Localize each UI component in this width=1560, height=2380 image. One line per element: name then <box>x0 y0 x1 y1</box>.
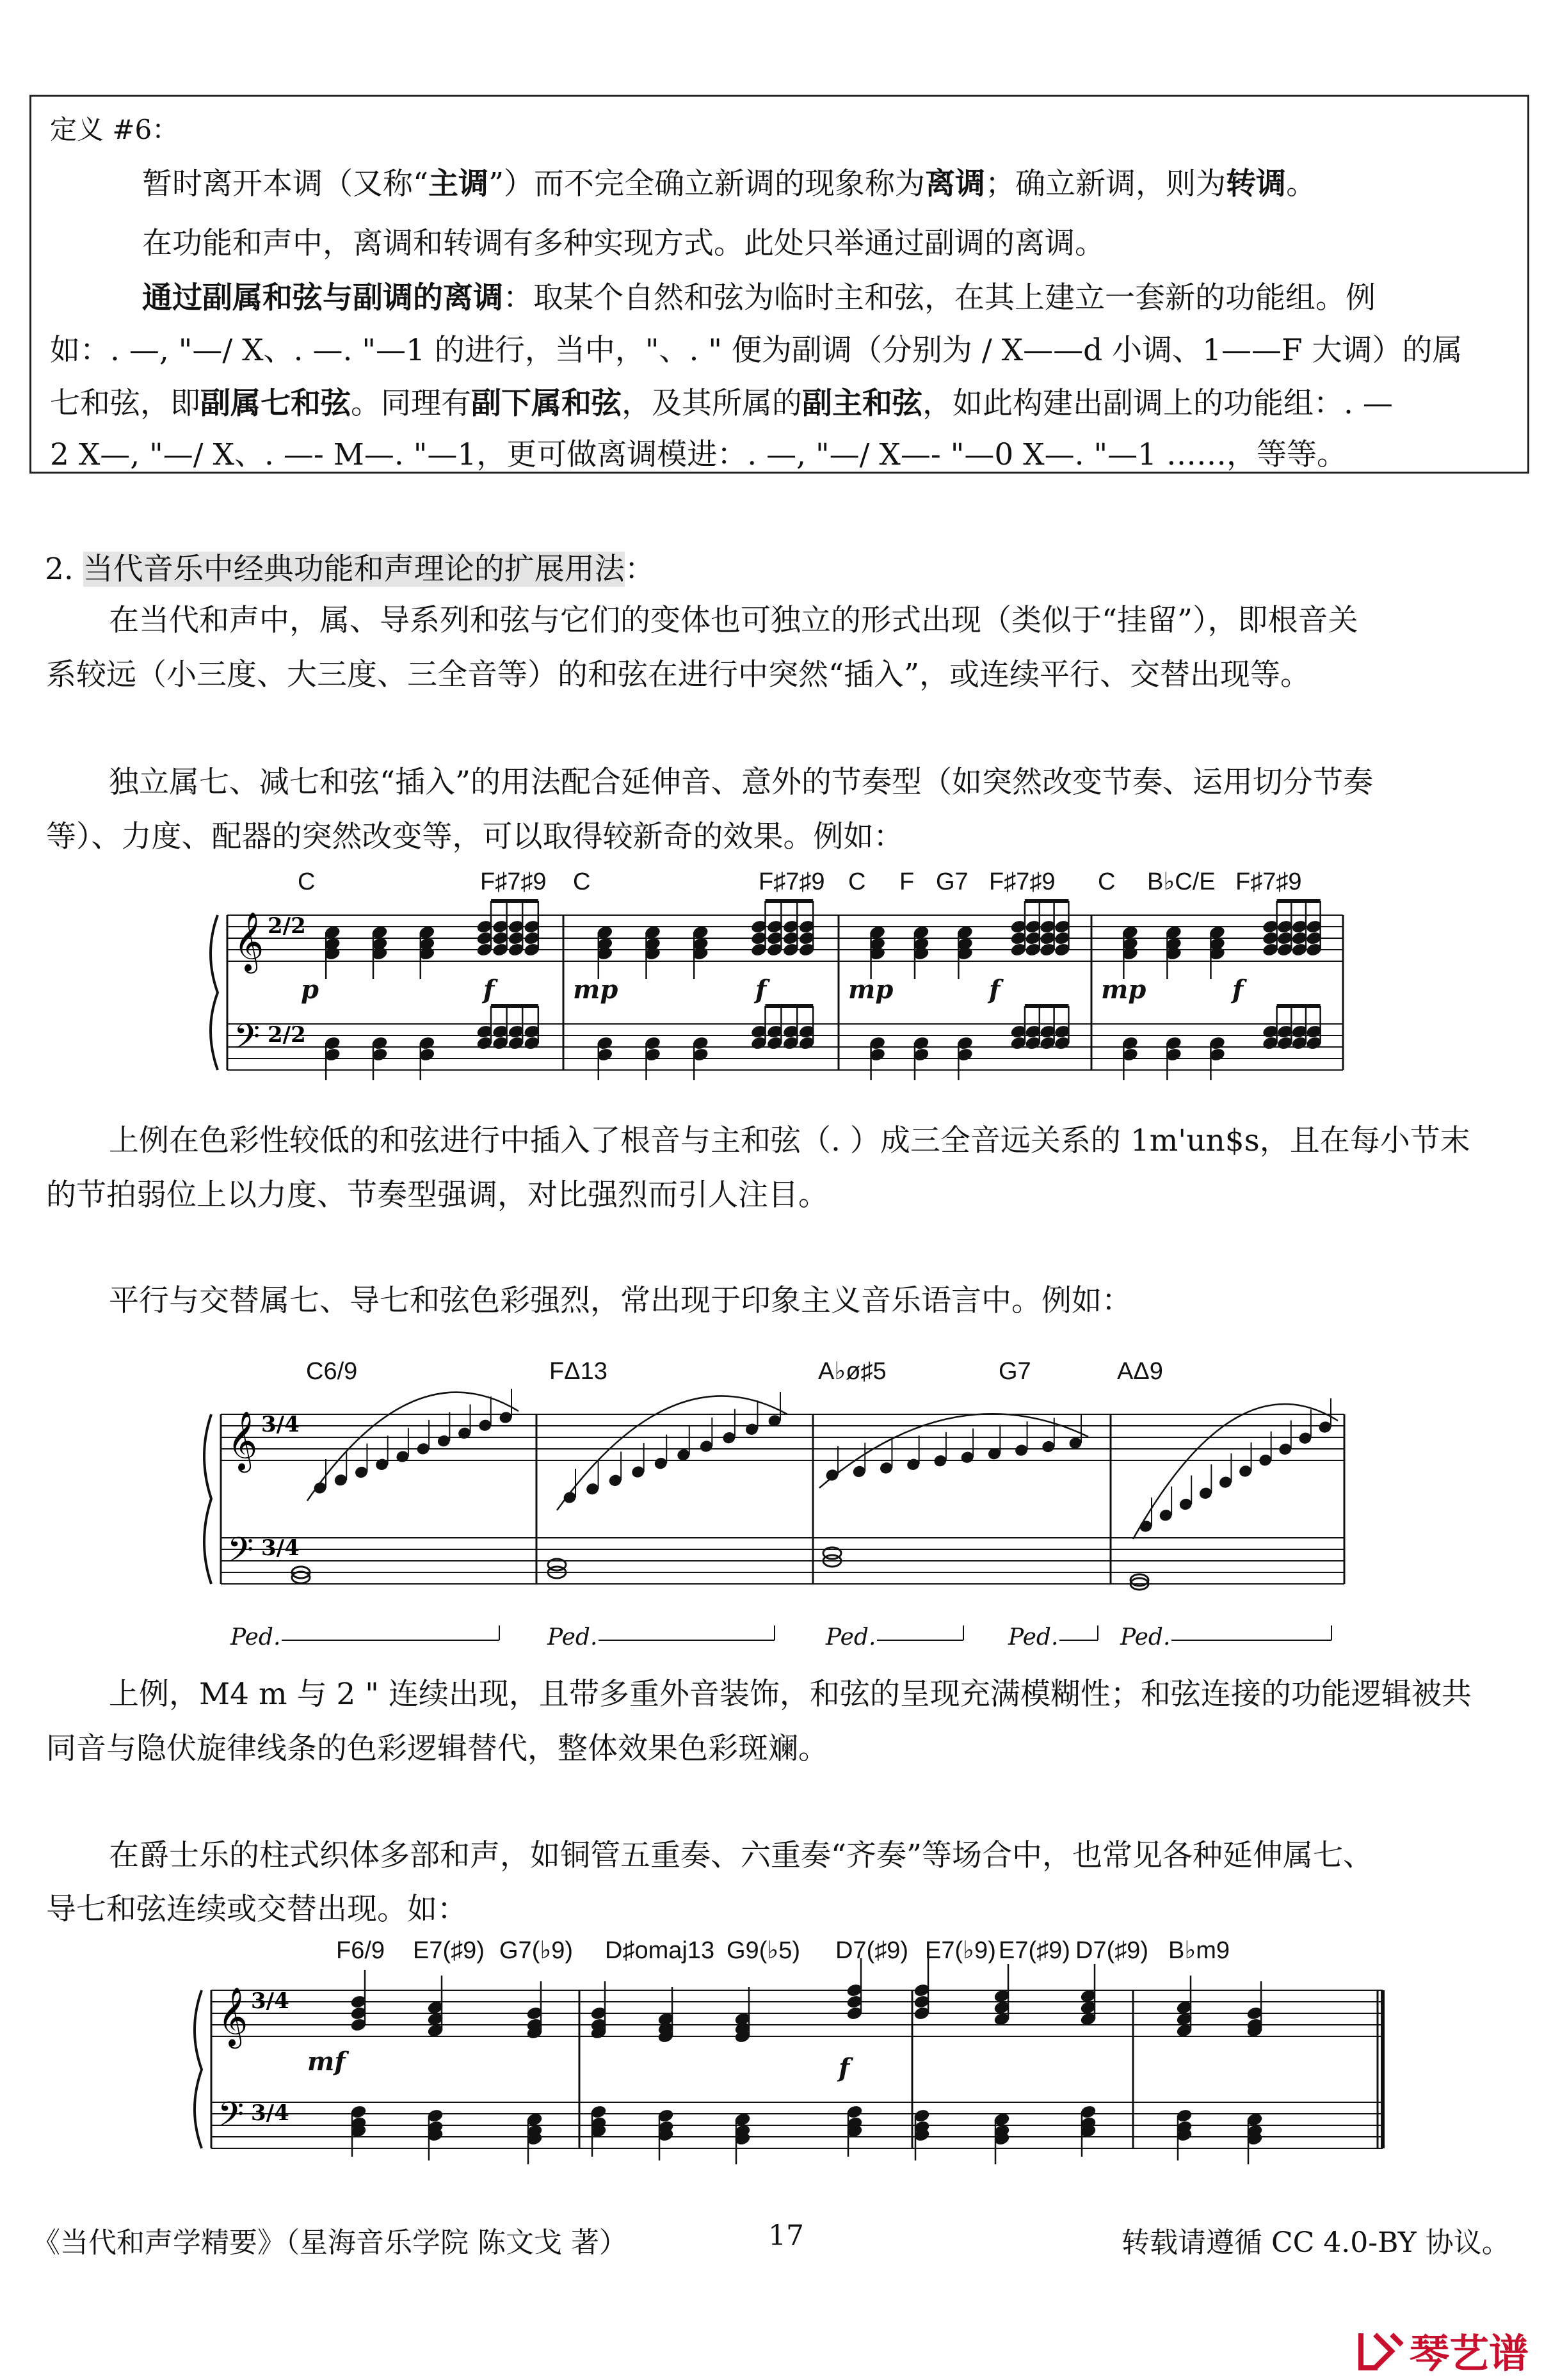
bass-clef-icon: 𝄢 <box>218 2095 245 2143</box>
score3-chord-label: D7(♯9) <box>835 1937 909 1964</box>
score-example-3 <box>0 1920 1560 2189</box>
score3-chord-label: E7(♯9) <box>999 1937 1070 1964</box>
score3-chord-label: E7(♭9) <box>925 1937 996 1964</box>
definition-line-4: 如：. —, "—/ X、. —. "—1 的进行，当中，"、. " 便为副调（分别为 / X——d 小调、1——F 大调）的属 <box>50 333 1463 368</box>
score2-chord-label: C6/9 <box>306 1358 358 1385</box>
paragraph-4-line-1: 平行与交替属七、导七和弦色彩强烈，常出现于印象主义音乐语言中。例如： <box>109 1283 1132 1318</box>
footer-book-title: 《当代和声学精要》（星海音乐学院 陈文戈 著） <box>32 2226 627 2259</box>
score1-chord-label: B♭C/E <box>1147 868 1216 895</box>
notehead <box>1014 1444 1028 1457</box>
score3-chord-label: G9(♭5) <box>727 1937 801 1964</box>
notehead <box>478 1419 492 1432</box>
notehead <box>1238 1464 1252 1478</box>
brand-logo-icon <box>1356 2328 1406 2373</box>
paragraph-3-line-2: 的节拍弱位上以力度、节奏型强调，对比强烈而引人注目。 <box>46 1178 828 1213</box>
footer-page-number: 17 <box>768 2219 804 2252</box>
score1-brace <box>211 915 218 1070</box>
notehead <box>1218 1476 1232 1489</box>
notehead <box>334 1473 348 1487</box>
pedal-mark: Ped. <box>230 1624 281 1650</box>
bass-clef-icon: 𝄢 <box>234 1018 261 1065</box>
notehead <box>699 1439 713 1453</box>
notehead <box>608 1474 622 1487</box>
score1-dynamic-mark: f <box>483 975 495 1005</box>
score1-chord-label: C <box>848 868 866 895</box>
paragraph-1-line-1: 在当代和声中，属、导系列和弦与它们的变体也可独立的形式出现（类似于“挂留”），即根音关 <box>109 603 1358 638</box>
score1-dynamic-mark: p <box>301 975 319 1005</box>
score1-chord-label: F <box>899 868 915 895</box>
score3-brace <box>195 1990 202 2148</box>
score1-chord-label: F♯7♯9 <box>759 868 825 895</box>
score2-chord-label: FΔ13 <box>549 1358 607 1385</box>
score1-chord-label: F♯7♯9 <box>989 868 1056 895</box>
score3-dynamic-mark: mf <box>307 2047 346 2077</box>
notehead <box>396 1450 410 1464</box>
score3-chord-label: E7(♯9) <box>413 1937 485 1964</box>
notehead <box>499 1410 513 1424</box>
paragraph-5-line-2: 同音与隐伏旋律线条的色彩逻辑替代，整体效果色彩斑斓。 <box>46 1731 828 1766</box>
pedal-mark: Ped. <box>1008 1624 1059 1650</box>
notehead <box>852 1465 866 1478</box>
score1-dynamic-mark: f <box>989 975 1001 1005</box>
score3-chord-label: F6/9 <box>336 1937 385 1964</box>
notehead <box>1318 1420 1332 1434</box>
definition-line-2: 在功能和声中，离调和转调有多种实现方式。此处只举通过副调的离调。 <box>142 226 1105 261</box>
score2-chord-label: A♭ø♯5 <box>818 1358 887 1385</box>
score2-staff-lines <box>221 1414 1344 1584</box>
brand-name: 琴艺谱 <box>1410 2330 1529 2377</box>
notehead <box>631 1465 645 1478</box>
score2-chord-label: AΔ9 <box>1117 1358 1163 1385</box>
treble-clef-icon: 𝄞 <box>218 1986 248 2046</box>
score1-dynamic-mark: mp <box>1101 975 1146 1005</box>
score3-chord-label: D♯omaj13 <box>605 1937 715 1964</box>
notehead <box>933 1454 947 1467</box>
score3-time-sig-bottom: 3/4 <box>251 2100 289 2126</box>
brand-logo <box>1356 2322 1529 2379</box>
notehead <box>416 1442 430 1455</box>
score3-dynamic-mark: f <box>839 2053 850 2083</box>
notehead <box>722 1431 736 1444</box>
definition-label: 定义 #6： <box>50 114 179 145</box>
pedal-mark: Ped. <box>547 1624 598 1650</box>
paragraph-6-line-1: 在爵士乐的柱式织体多部和声，如铜管五重奏、六重奏“齐奏”等场合中，也常见各种延伸属七、 <box>109 1838 1374 1873</box>
paragraph-1-line-2: 系较远（小三度、大三度、三全音等）的和弦在进行中突然“插入”，或连续平行、交替出现等。 <box>46 657 1311 692</box>
score2-chord-label: G7 <box>999 1358 1031 1385</box>
notehead <box>1041 1440 1056 1453</box>
score3-staff-lines <box>211 1990 1383 2148</box>
score1-dynamic-mark: mp <box>573 975 618 1005</box>
pedal-mark: Ped. <box>1120 1624 1171 1650</box>
treble-clef-icon: 𝄞 <box>227 1410 258 1470</box>
paragraph-5-line-1: 上例，M4 m 与 2 " 连续出现，且带多重外音装饰，和弦的呈现充满模糊性；和弦连接的功能逻辑被共 <box>109 1677 1472 1712</box>
notehead <box>585 1482 599 1496</box>
notehead <box>1159 1508 1173 1522</box>
score3-chord-label: B♭m9 <box>1168 1937 1230 1964</box>
notehead <box>960 1451 974 1464</box>
paragraph-2-line-2: 等）、力度、配器的突然改变等，可以取得较新奇的效果。例如： <box>46 819 904 854</box>
notehead <box>1068 1436 1082 1450</box>
score1-time-sig-bottom: 2/2 <box>268 1022 306 1048</box>
notehead <box>437 1434 451 1448</box>
section-heading: 2. 当代音乐中经典功能和声理论的扩展用法： <box>45 552 655 587</box>
notehead <box>1198 1487 1212 1500</box>
notehead <box>654 1457 668 1470</box>
score3-chord-label: G7(♭9) <box>499 1937 574 1964</box>
definition-line-5: 七和弦，即副属七和弦。同理有副下属和弦，及其所属的副主和弦，如此构建出副调上的功能组：. — <box>50 386 1393 421</box>
notehead <box>374 1458 389 1471</box>
notehead <box>825 1468 839 1482</box>
score1-chord-label: F♯7♯9 <box>480 868 547 895</box>
score-example-1 <box>0 851 1560 1107</box>
notehead <box>1278 1442 1292 1456</box>
notehead <box>1298 1432 1312 1445</box>
paragraph-2-line-1: 独立属七、减七和弦“插入”的用法配合延伸音、意外的节奏型（如突然改变节奏、运用切分节奏 <box>109 765 1374 800</box>
score1-chord-label: C <box>298 868 316 895</box>
footer-license: 转载请遵循 CC 4.0-BY 协议。 <box>1122 2226 1510 2259</box>
notehead <box>1258 1453 1272 1467</box>
notehead <box>677 1448 691 1462</box>
score1-dynamic-mark: f <box>755 975 767 1005</box>
score1-chord-label: G7 <box>936 868 969 895</box>
treble-clef-icon: 𝄞 <box>234 911 264 971</box>
score1-chord-label: C <box>1098 868 1116 895</box>
score3-chord-label: D7(♯9) <box>1075 1937 1149 1964</box>
score1-time-sig-top: 2/2 <box>268 913 306 939</box>
definition-line-3: 通过副属和弦与副调的离调：取某个自然和弦为临时主和弦，在其上建立一套新的功能组。例 <box>142 280 1376 315</box>
score1-chord-label: C <box>573 868 591 895</box>
score3-time-sig-top: 3/4 <box>251 1988 289 2014</box>
score2-time-sig-bottom: 3/4 <box>261 1535 300 1561</box>
score1-dynamic-mark: mp <box>848 975 894 1005</box>
pedal-mark: Ped. <box>826 1624 876 1650</box>
notehead <box>744 1423 759 1436</box>
notehead <box>354 1466 368 1479</box>
score1-dynamic-mark: f <box>1232 975 1244 1005</box>
notehead <box>906 1458 920 1471</box>
notehead <box>879 1461 893 1474</box>
score2-time-sig-top: 3/4 <box>261 1412 300 1437</box>
definition-line-6: 2 X—, "—/ X、. —- M—. "—1，更可做离调模进：. —, "—/ X—- "—0 X—. "—1 ……，等等。 <box>50 437 1347 472</box>
score-example-2 <box>0 1334 1560 1661</box>
notehead <box>1178 1497 1193 1511</box>
score1-chord-label: F♯7♯9 <box>1235 868 1302 895</box>
bass-clef-icon: 𝄢 <box>227 1531 254 1578</box>
definition-line-1: 暂时离开本调（又称“主调”）而不完全确立新调的现象称为离调；确立新调，则为转调。 <box>142 166 1317 202</box>
paragraph-3-line-1: 上例在色彩性较低的和弦进行中插入了根音与主和弦（. ）成三全音远关系的 1m'un$s，且在每小节末 <box>109 1123 1470 1158</box>
score2-brace <box>204 1414 211 1584</box>
paragraph-6-line-2: 导七和弦连续或交替出现。如： <box>46 1892 467 1927</box>
